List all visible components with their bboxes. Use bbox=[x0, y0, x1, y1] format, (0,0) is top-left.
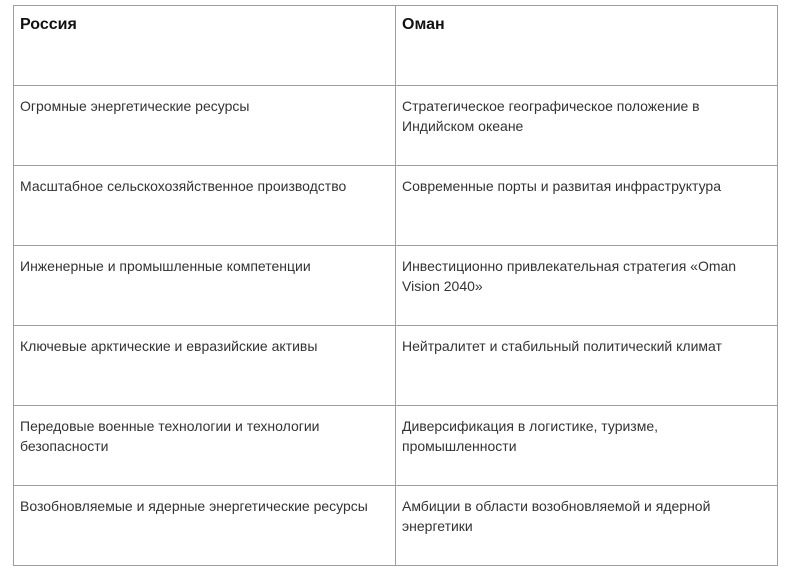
cell-oman: Стратегическое географическое положение в Индийском океане bbox=[396, 86, 778, 166]
table-row bbox=[14, 246, 778, 326]
cell-oman: Инвестиционно привлекательная стратегия «Oman Vision 2040» bbox=[396, 246, 778, 326]
cell-oman: Амбиции в области возобновляемой и ядерной энергетики bbox=[396, 486, 778, 566]
table-row bbox=[14, 86, 778, 166]
table-row bbox=[14, 406, 778, 486]
comparison-table bbox=[13, 5, 778, 566]
header-oman: Оман bbox=[396, 6, 778, 86]
cell-russia: Масштабное сельскохозяйственное производство bbox=[14, 166, 396, 246]
table-header-row bbox=[14, 6, 778, 86]
table-row bbox=[14, 326, 778, 406]
cell-oman: Современные порты и развитая инфраструктура bbox=[396, 166, 778, 246]
header-russia: Россия bbox=[14, 6, 396, 86]
cell-russia: Инженерные и промышленные компетенции bbox=[14, 246, 396, 326]
cell-oman: Диверсификация в логистике, туризме, промышленности bbox=[396, 406, 778, 486]
cell-russia: Огромные энергетические ресурсы bbox=[14, 86, 396, 166]
cell-russia: Ключевые арктические и евразийские активы bbox=[14, 326, 396, 406]
cell-oman: Нейтралитет и стабильный политический климат bbox=[396, 326, 778, 406]
table-row bbox=[14, 166, 778, 246]
cell-russia: Возобновляемые и ядерные энергетические ресурсы bbox=[14, 486, 396, 566]
cell-russia: Передовые военные технологии и технологии безопасности bbox=[14, 406, 396, 486]
table-row bbox=[14, 486, 778, 566]
